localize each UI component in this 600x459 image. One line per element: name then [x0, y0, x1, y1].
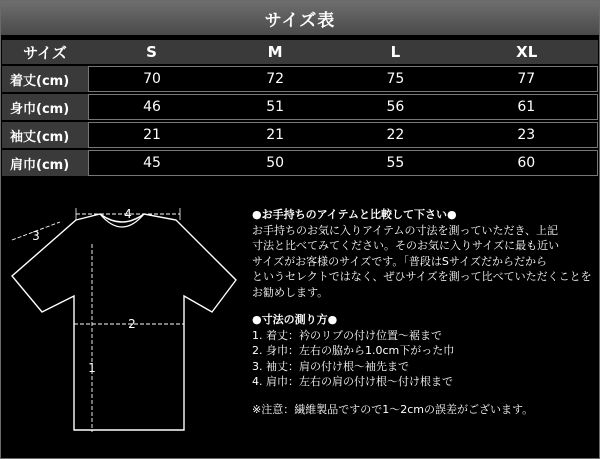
notes-heading-compare: ●お手持ちのアイテムと比較して下さい● [252, 208, 457, 221]
table-cell: 60 [455, 150, 598, 176]
table-cell: 50 [215, 150, 335, 176]
notes-heading-measure: ●寸法の測り方● [252, 313, 338, 326]
notes-section [252, 207, 592, 417]
column-header-s: S [88, 40, 215, 64]
list-item: 4. 肩巾：左右の肩の付け根～付け根まで [252, 375, 453, 388]
notes-footnote: ※注意：繊維製品ですので1～2cmの誤差がございます。 [252, 402, 534, 416]
table-cell: 45 [88, 150, 215, 176]
table-row [2, 150, 598, 176]
table-row [2, 66, 598, 92]
table-cell: 56 [335, 94, 455, 120]
column-header-xl: XL [455, 40, 598, 64]
page-title: サイズ表 [1, 1, 599, 35]
table-row [2, 94, 598, 120]
table-row [2, 122, 598, 148]
diagram-label-1: 1 [88, 361, 96, 375]
diagram-label-2: 2 [128, 317, 136, 331]
column-header-m: M [215, 40, 335, 64]
table-cell: 22 [335, 122, 455, 148]
table-cell: 51 [215, 94, 335, 120]
list-item: 2. 身巾：左右の脇から1.0cm下がった巾 [252, 344, 455, 357]
table-cell: 70 [88, 66, 215, 92]
table-cell: 61 [455, 94, 598, 120]
diagram-label-4: 4 [124, 207, 132, 221]
table-header-row [2, 40, 598, 64]
row-label: 肩巾(cm) [2, 150, 88, 176]
table-cell: 72 [215, 66, 335, 92]
row-label: 身巾(cm) [2, 94, 88, 120]
table-cell: 46 [88, 94, 215, 120]
column-header-l: L [335, 40, 455, 64]
measure-list [252, 328, 592, 390]
tshirt-measurement-diagram [4, 200, 244, 455]
table-cell: 55 [335, 150, 455, 176]
table-cell: 21 [88, 122, 215, 148]
tshirt-outline [12, 214, 236, 430]
size-table [2, 38, 598, 178]
table-cell: 21 [215, 122, 335, 148]
list-item: 1. 着丈：衿のリブの付け位置～裾まで [252, 328, 442, 342]
table-cell: 23 [455, 122, 598, 148]
tshirt-collar [100, 214, 144, 227]
table-cell: 77 [455, 66, 598, 92]
notes-line: お手持ちのお気に入りアイテムの寸法を測っていただき、上記 [252, 223, 559, 237]
notes-line: サイズがお客様のサイズです。「普段はSサイズだからだから [252, 254, 547, 268]
table-cell: 75 [335, 66, 455, 92]
row-label: 着丈(cm) [2, 66, 88, 92]
table-corner-header: サイズ [2, 40, 88, 64]
notes-line: お勧めします。 [252, 285, 329, 299]
notes-line: 寸法と比べてみてください。そのお気に入りサイズに最も近い [252, 239, 560, 252]
notes-line: というセレクトではなく、ぜひサイズを測って比べていただくことを [252, 270, 592, 283]
diagram-label-3: 3 [32, 229, 40, 243]
row-label: 袖丈(cm) [2, 122, 88, 148]
list-item: 3. 袖丈：肩の付け根～袖先まで [252, 359, 409, 373]
